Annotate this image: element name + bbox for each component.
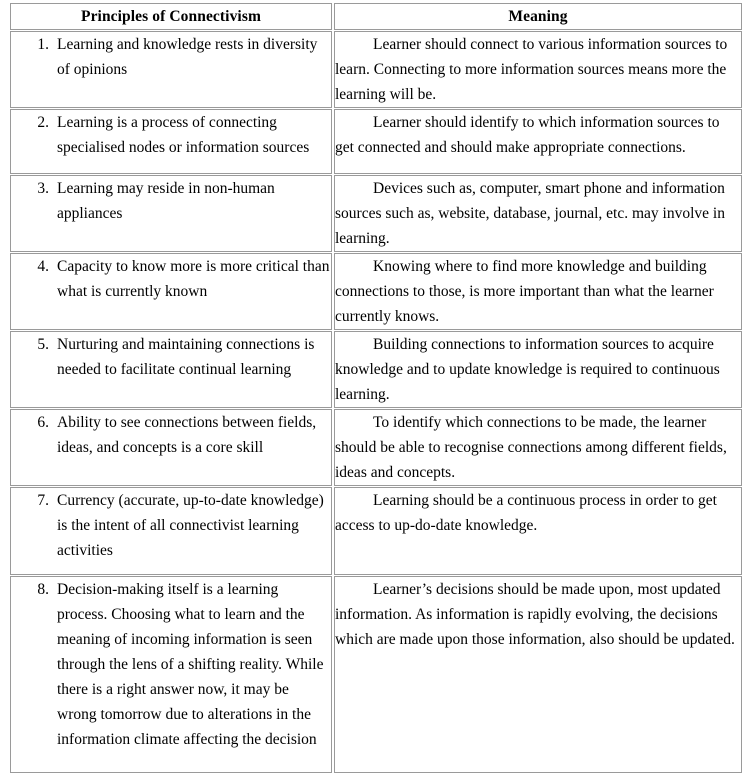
meaning-cell <box>334 175 742 252</box>
meaning-cell <box>334 409 742 486</box>
meaning-text: Learner’s decisions should be made upon, most updated information. As information is rapidly evolving, the decisions which are made upon those information, also should be updated. <box>335 581 735 648</box>
meaning-text: Learner should identify to which information sources to get connected and should make appropriate connections. <box>335 114 720 156</box>
principle-text: Capacity to know more is more critical than what is currently known <box>57 258 330 300</box>
table-header-row <box>10 3 742 30</box>
principle-number: 4. <box>37 258 49 275</box>
table-row <box>10 31 742 108</box>
principle-cell <box>10 409 332 486</box>
table-row <box>10 175 742 252</box>
meaning-text: Learner should connect to various information sources to learn. Connecting to more information sources means more the learning will be. <box>335 36 728 103</box>
principle-cell <box>10 331 332 408</box>
meaning-cell <box>334 331 742 408</box>
meaning-text: Knowing where to find more knowledge and building connections to those, is more important than what the learner currently knows. <box>335 258 714 325</box>
principle-cell <box>10 576 332 773</box>
principle-cell <box>10 487 332 575</box>
principle-text: Learning is a process of connecting specialised nodes or information sources <box>57 114 310 156</box>
table-row <box>10 487 742 575</box>
column-header-principles-label: Principles of Connectivism <box>81 8 261 25</box>
principle-text: Ability to see connections between fields, ideas, and concepts is a core skill <box>57 414 317 456</box>
column-header-principles <box>10 3 332 30</box>
table-row <box>10 109 742 174</box>
principle-cell <box>10 31 332 108</box>
table-row <box>10 331 742 408</box>
meaning-cell <box>334 487 742 575</box>
table-body <box>10 31 742 773</box>
meaning-cell <box>334 253 742 330</box>
table-row <box>10 253 742 330</box>
column-header-meaning <box>334 3 742 30</box>
principle-number: 8. <box>37 581 49 598</box>
principle-text: Currency (accurate, up-to-date knowledge) is the intent of all connectivist learning activities <box>57 492 324 559</box>
principle-number: 3. <box>37 180 49 197</box>
meaning-text: Learning should be a continuous process in order to get access to up-do-date knowledge. <box>335 492 717 534</box>
principle-number: 6. <box>37 414 49 431</box>
table-header <box>10 3 742 30</box>
meaning-text: To identify which connections to be made, the learner should be able to recognise connections among different fields, ideas and concepts. <box>335 414 727 481</box>
principle-number: 1. <box>37 36 49 53</box>
column-header-meaning-label: Meaning <box>508 8 568 25</box>
principle-text: Nurturing and maintaining connections is needed to facilitate continual learning <box>57 336 315 378</box>
connectivism-principles-table <box>8 2 744 774</box>
principle-text: Decision-making itself is a learning process. Choosing what to learn and the meaning of incoming information is seen through the lens of a shifting reality. While there is a right answer now, it may be wrong tomorrow due to alterations in the information climate affecting the decision <box>57 581 324 748</box>
principle-text: Learning may reside in non-human appliances <box>57 180 275 222</box>
principle-number: 7. <box>37 492 49 509</box>
principle-number: 2. <box>37 114 49 131</box>
table-row <box>10 409 742 486</box>
meaning-cell <box>334 109 742 174</box>
meaning-cell <box>334 576 742 773</box>
principle-text: Learning and knowledge rests in diversity of opinions <box>57 36 318 78</box>
principle-cell <box>10 175 332 252</box>
principle-cell <box>10 253 332 330</box>
principle-cell <box>10 109 332 174</box>
principle-number: 5. <box>37 336 49 353</box>
meaning-text: Building connections to information sources to acquire knowledge and to update knowledge is required to continuous learning. <box>335 336 720 403</box>
meaning-cell <box>334 31 742 108</box>
table-row <box>10 576 742 773</box>
meaning-text: Devices such as, computer, smart phone and information sources such as, website, database, journal, etc. may involve in learning. <box>335 180 725 247</box>
